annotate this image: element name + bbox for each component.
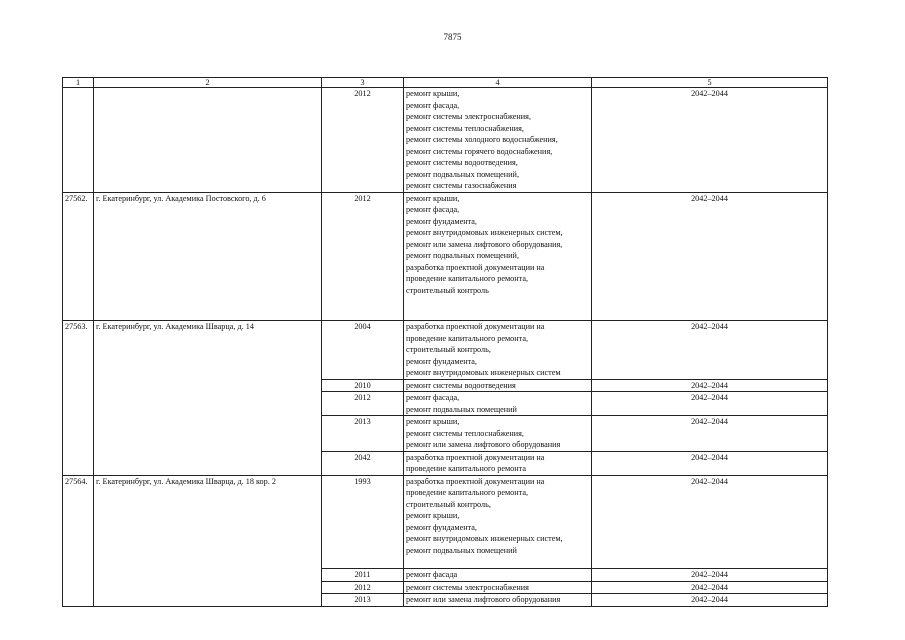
works-cell [404,451,592,475]
works-cell [404,192,592,321]
works-cell [404,594,592,607]
work-item: ремонт крыши, [406,511,460,520]
year-cell: 2012 [322,581,404,594]
work-item: ремонт или замена лифтового оборудования [406,595,561,604]
works-cell [404,379,592,392]
year-cell: 2012 [322,88,404,193]
work-item: ремонт подвальных помещений, [406,169,519,179]
address-cell: г. Екатеринбург, ул. Академика Шварца, д. 14 [94,321,322,476]
page-number: 7875 [443,32,462,42]
house-number-cell: 27562. [63,192,94,321]
work-item: разработка проектной документации на [406,322,545,331]
work-item: ремонт подвальных помещений [406,404,517,414]
work-item: ремонт внутридомовых инженерных систем, [406,534,563,543]
repair-period-cell: 2042–2044 [592,451,828,475]
column-header: 3 [322,78,404,88]
work-item: строительный контроль, [406,345,491,354]
work-item: ремонт внутридомовых инженерных систем, [406,228,563,237]
repair-period-cell: 2042–2044 [592,321,828,380]
capital-repair-table [62,77,828,607]
work-item: ремонт или замена лифтового оборудования [406,440,561,449]
work-item: ремонт внутридомовых инженерных систем [406,368,561,377]
work-item: проведение капитального ремонта, [406,333,529,343]
works-cell [404,88,592,193]
work-item: проведение капитального ремонта, [406,488,529,497]
works-cell [404,581,592,594]
work-item: ремонт фасада [406,570,458,579]
repair-period-cell: 2042–2044 [592,392,828,416]
work-item: ремонт крыши, [406,89,460,98]
year-cell: 2013 [322,594,404,607]
work-item: разработка проектной документации на [406,452,545,462]
work-item: ремонт системы водоотведения, [406,158,518,167]
year-cell: 2013 [322,416,404,452]
repair-period-cell: 2042–2044 [592,594,828,607]
work-item: ремонт системы электроснабжения [406,582,529,592]
year-cell: 2042 [322,451,404,475]
work-item: ремонт или замена лифтового оборудования, [406,239,563,249]
house-number-cell: 27563. [63,321,94,476]
table-row [63,321,828,380]
year-cell: 1993 [322,475,404,569]
column-header: 1 [63,78,94,88]
table-header-row [63,78,828,88]
house-number-cell: 27564. [63,475,94,606]
work-item: ремонт системы холодного водоснабжения, [406,135,558,144]
work-item: строительный контроль [406,285,489,295]
work-item: ремонт фасада, [406,393,460,402]
column-header: 4 [404,78,592,88]
repair-period-cell: 2042–2044 [592,379,828,392]
work-item: ремонт фасада, [406,205,460,214]
repair-period-cell: 2042–2044 [592,192,828,321]
works-cell [404,321,592,380]
repair-period-cell: 2042–2044 [592,88,828,193]
work-item: ремонт системы электроснабжения, [406,112,531,121]
work-item: ремонт системы теплоснабжения, [406,123,524,133]
table-row [63,88,828,193]
work-item: разработка проектной документации на [406,262,545,272]
year-cell: 2010 [322,379,404,392]
work-item: ремонт фасада, [406,100,460,110]
work-item: ремонт подвальных помещений [406,545,517,555]
repair-period-cell: 2042–2044 [592,475,828,569]
year-cell: 2012 [322,392,404,416]
address-cell [94,88,322,193]
table-row [63,192,828,321]
work-item: ремонт фундамента, [406,356,477,366]
year-cell: 2004 [322,321,404,380]
column-header: 5 [592,78,828,88]
table-body [63,78,828,607]
work-item: ремонт системы горячего водоснабжения, [406,146,553,156]
work-item: разработка проектной документации на [406,476,545,486]
works-cell [404,392,592,416]
year-cell: 2011 [322,569,404,582]
work-item: проведение капитального ремонта [406,464,526,473]
work-item: ремонт подвальных помещений, [406,251,519,260]
work-item: строительный контроль, [406,499,491,509]
work-item: ремонт крыши, [406,417,460,426]
year-cell: 2012 [322,192,404,321]
address-cell: г. Екатеринбург, ул. Академика Постовского, д. 6 [94,192,322,321]
work-item: ремонт системы водоотведения [406,380,516,390]
work-item: ремонт системы теплоснабжения, [406,428,524,438]
work-item: ремонт системы газоснабжения [406,181,517,190]
works-cell [404,416,592,452]
repair-period-cell: 2042–2044 [592,416,828,452]
column-header: 2 [94,78,322,88]
works-cell [404,475,592,569]
address-cell: г. Екатеринбург, ул. Академика Шварца, д. 18 кор. 2 [94,475,322,606]
works-cell [404,569,592,582]
table-row [63,475,828,569]
repair-period-cell: 2042–2044 [592,569,828,582]
work-item: ремонт фундамента, [406,216,477,226]
repair-period-cell: 2042–2044 [592,581,828,594]
work-item: проведение капитального ремонта, [406,274,529,283]
work-item: ремонт фундамента, [406,522,477,532]
house-number-cell [63,88,94,193]
work-item: ремонт крыши, [406,193,460,203]
